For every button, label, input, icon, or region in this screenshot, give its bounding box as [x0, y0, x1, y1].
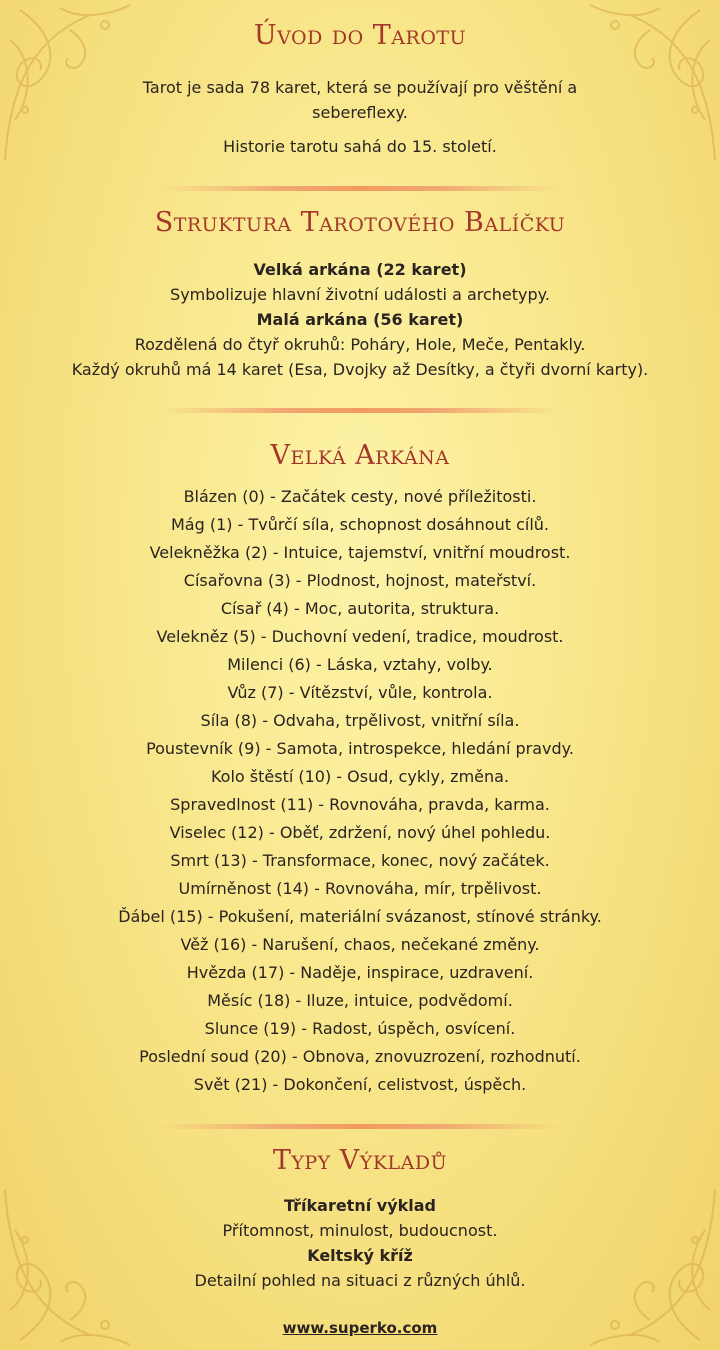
minor-arcana-text-1: Rozdělená do čtyř okruhů: Poháry, Hole, Meče, Pentakly. — [134, 335, 586, 354]
list-item: Vůz (7) - Vítězství, vůle, kontrola. — [227, 683, 493, 702]
list-item: Síla (8) - Odvaha, trpělivost, vnitřní síla. — [200, 711, 520, 730]
list-item: Císařovna (3) - Plodnost, hojnost, mateřství. — [183, 571, 537, 590]
minor-arcana-text-2: Každý okruhů má 14 karet (Esa, Dvojky až Desítky, a čtyři dvorní karty). — [71, 360, 649, 379]
list-item: Hvězda (17) - Naděje, inspirace, uzdravení. — [186, 963, 534, 982]
spreads-title: Typy Výkladů — [272, 1145, 448, 1176]
list-item: Smrt (13) - Transformace, konec, nový začátek. — [170, 851, 550, 870]
section-divider — [160, 408, 560, 413]
list-item: Ďábel (15) - Pokušení, materiální svázanost, stínové stránky. — [118, 907, 602, 926]
spread-2-text: Detailní pohled na situaci z různých úhlů. — [194, 1271, 526, 1290]
list-item: Věž (16) - Narušení, chaos, nečekané změny. — [180, 935, 540, 954]
section-divider — [160, 186, 560, 191]
section-divider — [160, 1124, 560, 1129]
major-arcana-text: Symbolizuje hlavní životní události a archetypy. — [170, 285, 550, 304]
minor-arcana-heading: Malá arkána (56 karet) — [256, 310, 464, 329]
list-item: Slunce (19) - Radost, úspěch, osvícení. — [204, 1019, 516, 1038]
list-item: Velekněžka (2) - Intuice, tajemství, vnitřní moudrost. — [149, 543, 571, 562]
list-item: Mág (1) - Tvůrčí síla, schopnost dosáhnout cílů. — [170, 515, 549, 534]
spread-1-text: Přítomnost, minulost, budoucnost. — [222, 1221, 498, 1240]
spread-2-heading: Keltský kříž — [307, 1246, 413, 1265]
list-item: Poustevník (9) - Samota, introspekce, hledání pravdy. — [146, 739, 574, 758]
major-arcana-list — [0, 483, 720, 1099]
list-item: Měsíc (18) - Iluze, intuice, podvědomí. — [207, 991, 513, 1010]
list-item: Blázen (0) - Začátek cesty, nové příležitosti. — [183, 487, 537, 506]
website-link[interactable]: www.superko.com — [282, 1319, 438, 1337]
list-item: Kolo štěstí (10) - Osud, cykly, změna. — [210, 767, 510, 786]
list-item: Milenci (6) - Láska, vztahy, volby. — [227, 655, 493, 674]
spread-1-heading: Tříkaretní výklad — [283, 1196, 437, 1215]
list-item: Poslední soud (20) - Obnova, znovuzrození, rozhodnutí. — [139, 1047, 581, 1066]
intro-line-3: Historie tarotu sahá do 15. století. — [223, 137, 497, 156]
list-item: Velekněz (5) - Duchovní vedení, tradice, moudrost. — [156, 627, 564, 646]
list-item: Svět (21) - Dokončení, celistvost, úspěch. — [193, 1075, 527, 1094]
intro-line-2: sebereflexy. — [312, 103, 408, 122]
list-item: Viselec (12) - Oběť, zdržení, nový úhel pohledu. — [169, 823, 551, 842]
intro-line-1: Tarot je sada 78 karet, která se používají pro věštění a — [142, 78, 578, 97]
intro-title: Úvod do Tarotu — [253, 20, 467, 51]
list-item: Císař (4) - Moc, autorita, struktura. — [220, 599, 500, 618]
structure-title: Struktura Tarotového Balíčku — [154, 207, 566, 238]
list-item: Spravedlnost (11) - Rovnováha, pravda, karma. — [170, 795, 550, 814]
major-arcana-title: Velká Arkána — [270, 440, 450, 471]
major-arcana-heading: Velká arkána (22 karet) — [253, 260, 467, 279]
list-item: Umírněnost (14) - Rovnováha, mír, trpělivost. — [178, 879, 542, 898]
